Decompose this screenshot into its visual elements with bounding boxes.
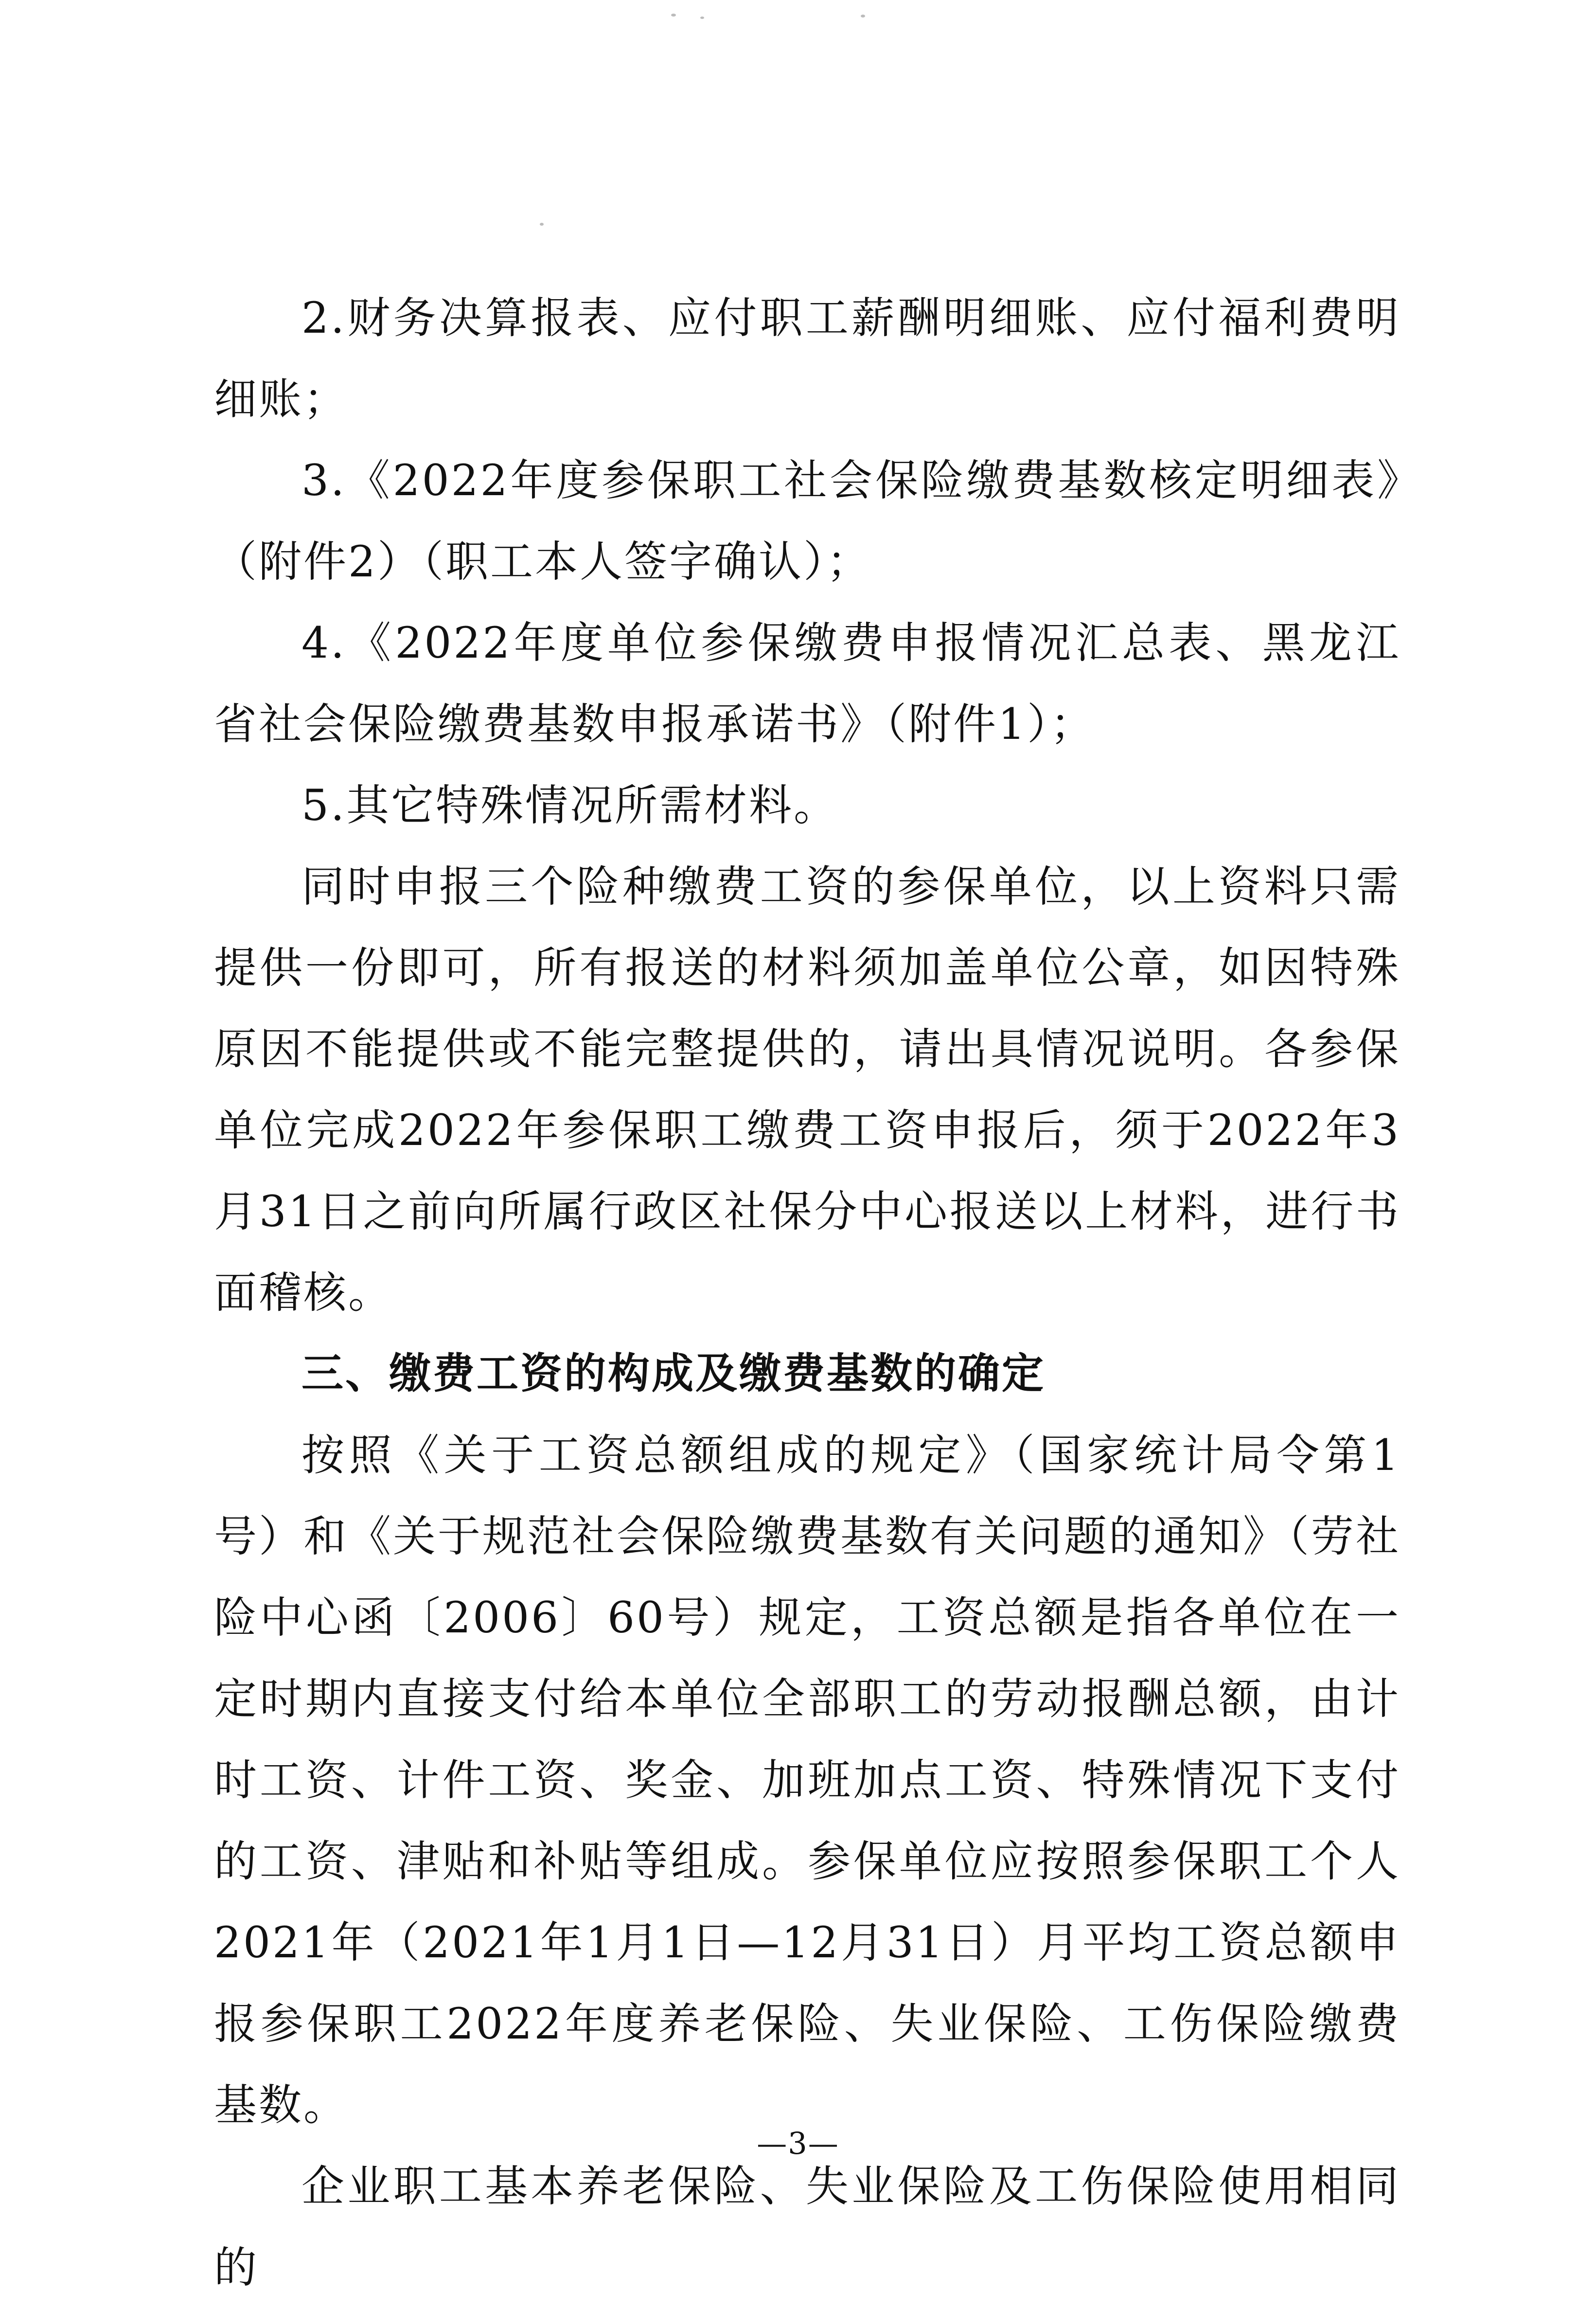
scan-speck: [861, 15, 865, 18]
submission-note-paragraph: 同时申报三个险种缴费工资的参保单位，以上资料只需提供一份即可，所有报送的材料须加盖单位公章，如因特殊原因不能提供或不能完整提供的，请出具情况说明。各参保单位完成2022年参保职工缴费工资申报后，须于2022年3月31日之前向所属行政区社保分中心报送以上材料，进行书面稽核。: [214, 861, 1401, 1318]
scan-speck: [671, 14, 676, 17]
list-item-3: 3.《2022年度参保职工社会保险缴费基数核定明细表》（附件2）（职工本人签字确认）；: [214, 455, 1401, 587]
wage-composition-paragraph: 按照《关于工资总额组成的规定》（国家统计局令第1号）和《关于规范社会保险缴费基数有关问题的通知》（劳社险中心函〔2006〕60号）规定，工资总额是指各单位在一定时期内直接支付给本单位全部职工的劳动报酬总额，由计时工资、计件工资、奖金、加班加点工资、特殊情况下支付的工资、津贴和补贴等组成。参保单位应按照参保职工个人2021年（2021年1月1日—12月31日）月平均工资总额申报参保职工2022年度养老保险、失业保险、工伤保险缴费基数。: [214, 1430, 1401, 2130]
continuation-paragraph: 企业职工基本养老保险、失业保险及工伤保险使用相同的: [214, 2161, 1401, 2292]
document-body: [214, 277, 1401, 2308]
list-item-2: 2.财务决算报表、应付职工薪酬明细账、应付福利费明细账；: [214, 293, 1401, 424]
scan-speck: [540, 223, 544, 226]
list-item-4: 4.《2022年度单位参保缴费申报情况汇总表、黑龙江省社会保险缴费基数申报承诺书》（附件1）；: [214, 618, 1401, 749]
scan-speck: [700, 17, 704, 19]
section-heading: 三、缴费工资的构成及缴费基数的确定: [301, 1349, 1046, 1398]
list-item-5: 5.其它特殊情况所需材料。: [301, 780, 838, 830]
page-number: —3—: [757, 2126, 839, 2161]
